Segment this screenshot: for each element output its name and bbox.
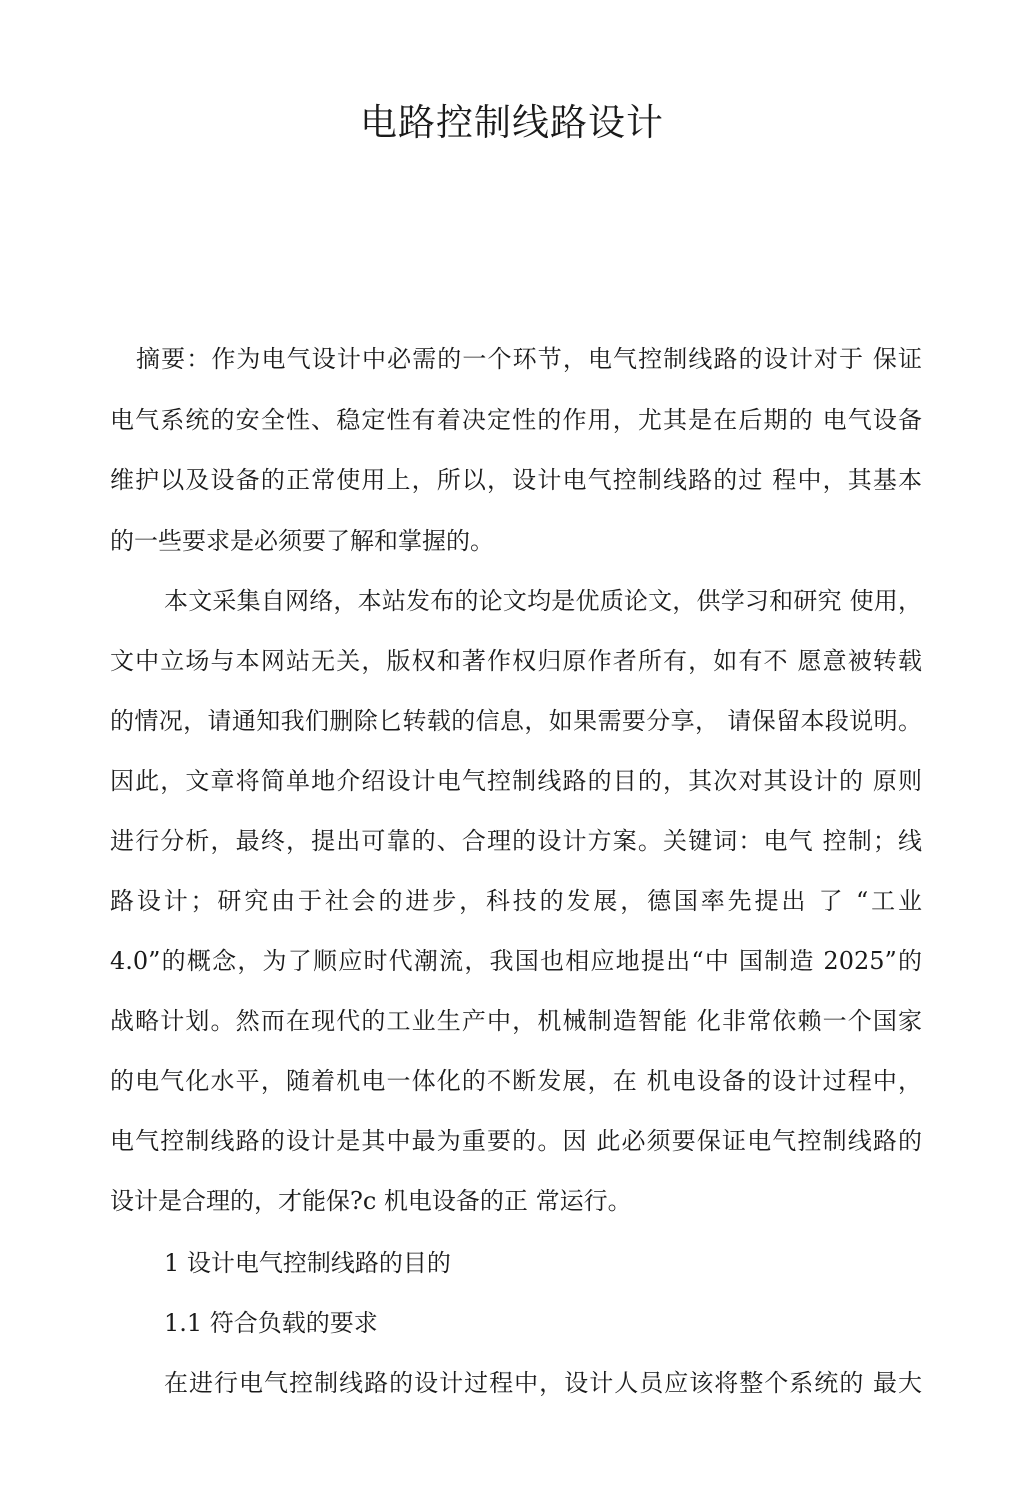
text-line: 战略计划。然而在现代的工业生产中，机械制造智能 化非常依赖一个国家 [110,1007,922,1035]
text-line: 本文采集自网络，本站发布的论文均是优质论文，供学习和研究 使用， [164,587,922,615]
text-line: 路设计；研究由于社会的进步，科技的发展，德国率先提出 了 “工业 [110,887,922,915]
text-line: 在进行电气控制线路的设计过程中，设计人员应该将整个系统的 最大 [164,1369,922,1397]
text-line: 摘要：作为电气设计中必需的一个环节，电气控制线路的设计对于 保证 [136,345,922,373]
text-line: 因此，文章将简单地介绍设计电气控制线路的目的，其次对其设计的 原则 [110,767,922,795]
text-line: 的情况，请通知我们删除匕转载的信息，如果需要分享， 请保留本段说明。 [110,707,922,735]
text-line: 的电气化水平，随着机电一体化的不断发展，在 机电设备的设计过程中， [110,1067,922,1095]
section-heading: 1 设计电气控制线路的目的 [164,1249,451,1277]
text-line: 设计是合理的，才能保?c 机电设备的正 常运行。 [110,1187,632,1215]
text-line: 4.0”的概念，为了顺应时代潮流，我国也相应地提出“中 国制造 2025”的 [110,947,922,975]
text-line: 电气系统的安全性、稳定性有着决定性的作用，尤其是在后期的 电气设备 [110,406,922,434]
text-line: 维护以及设备的正常使用上，所以，设计电气控制线路的过 程中，其基本 [110,466,922,494]
text-line: 进行分析，最终，提出可靠的、合理的设计方案。关键词：电气 控制；线 [110,827,922,855]
subsection-heading: 1.1 符合负载的要求 [164,1309,378,1337]
document-title: 电路控制线路设计 [360,101,664,144]
text-line: 的一些要求是必须要了解和掌握的。 [110,527,494,555]
text-line: 电气控制线路的设计是其中最为重要的。因 此必须要保证电气控制线路的 [110,1127,922,1155]
text-line: 文中立场与本网站无关，版权和著作权归原作者所有，如有不 愿意被转载 [110,647,922,675]
